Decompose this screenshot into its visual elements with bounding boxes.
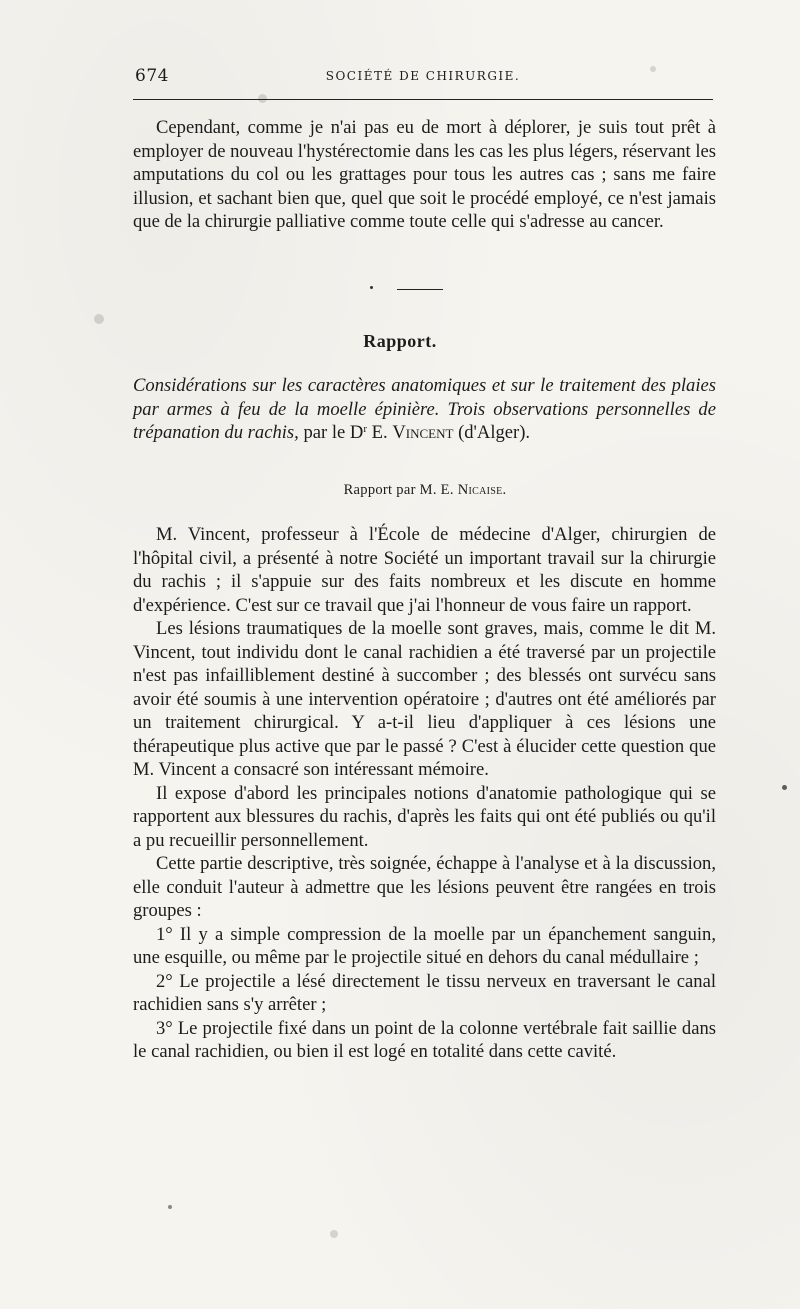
- body-paragraph: Les lésions traumatiques de la moelle sont graves, mais, comme le dit M. Vincent, tout individu dont le canal rachidien a été traversé par un projectile n'est pas infailliblement destiné à succomber ; des blessés ont survécu sans avoir été soumis à une intervention opératoire ; d'autres ont été améliorés par un traitement chirurgical. Y a-t-il lieu d'appliquer à ces lésions une thérapeutique plus active que par le passé ? C'est à élucider cette question que M. Vincent a consacré son intéressant mémoire.: [133, 618, 716, 780]
- page-number: 674: [135, 66, 169, 86]
- report-subject: [133, 374, 716, 445]
- header-rule: [133, 99, 713, 100]
- byline-prefix: Rapport par M. E.: [343, 482, 458, 498]
- ink-speck: [330, 1230, 338, 1238]
- subject-title: Considérations sur les caractères anatomiques et sur le traitement des plaies par armes à feu de la moelle épinière. Trois observations personnelles de trépanation du rachis,: [133, 375, 716, 443]
- intro-paragraph: [133, 116, 716, 234]
- ink-speck: [782, 785, 787, 790]
- subject-author-name: Vincent: [392, 422, 454, 443]
- ink-speck: [168, 1205, 172, 1209]
- byline-name: Nicaise: [457, 482, 503, 498]
- separator-dot: [370, 286, 373, 289]
- subject-author-place: (d'Alger).: [453, 422, 531, 443]
- body-paragraph: Il expose d'abord les principales notions d'anatomie pathologique qui se rapportent aux blessures du rachis, d'après les faits qui ont été publiés ou qu'il a pu recueillir personnellement.: [133, 782, 716, 851]
- report-body: [133, 523, 716, 1064]
- body-paragraph: M. Vincent, professeur à l'École de médecine d'Alger, chirurgien de l'hôpital civil, a présenté à notre Société un important travail sur la chirurgie du rachis ; il s'appuie sur des faits nombreux et les discute en homme d'expérience. C'est sur ce travail que j'ai l'honneur de vous faire un rapport.: [133, 524, 716, 616]
- report-byline: [0, 482, 800, 499]
- subject-dr-sup: r: [363, 423, 368, 435]
- byline-suffix: .: [502, 482, 507, 498]
- list-item: 1° Il y a simple compression de la moelle par un épanchement sanguin, une esquille, ou même par le projectile situé en dehors du canal médullaire ;: [133, 923, 716, 968]
- body-paragraph: Cette partie descriptive, très soignée, échappe à l'analyse et à la discussion, elle conduit l'auteur à admettre que les lésions peuvent être rangées en trois groupes :: [133, 853, 716, 921]
- section-title: Rapport.: [363, 331, 437, 351]
- subject-by: par le D: [298, 422, 364, 443]
- section-separator: [397, 289, 443, 290]
- list-item: 2° Le projectile a lésé directement le tissu nerveux en traversant le canal rachidien sans s'y arrêter ;: [133, 970, 716, 1015]
- running-head: [133, 66, 713, 88]
- ink-speck: [94, 314, 104, 324]
- running-title: SOCIÉTÉ DE CHIRURGIE.: [325, 69, 521, 83]
- subject-author-initial: E.: [367, 422, 393, 443]
- intro-paragraph-text: Cependant, comme je n'ai pas eu de mort à déplorer, je suis tout prêt à employer de nouveau l'hystérectomie dans les cas les plus légers, réservant les amputations du col ou les grattages pour tous les autres cas ; sans me faire illusion, et sachant bien que, quel que soit le procédé employé, ce n'est jamais que de la chirurgie palliative comme toute celle qui s'adresse au cancer.: [133, 117, 716, 232]
- list-item: 3° Le projectile fixé dans un point de la colonne vertébrale fait saillie dans le canal rachidien, ou bien il est logé en totalité dans cette cavité.: [133, 1017, 716, 1062]
